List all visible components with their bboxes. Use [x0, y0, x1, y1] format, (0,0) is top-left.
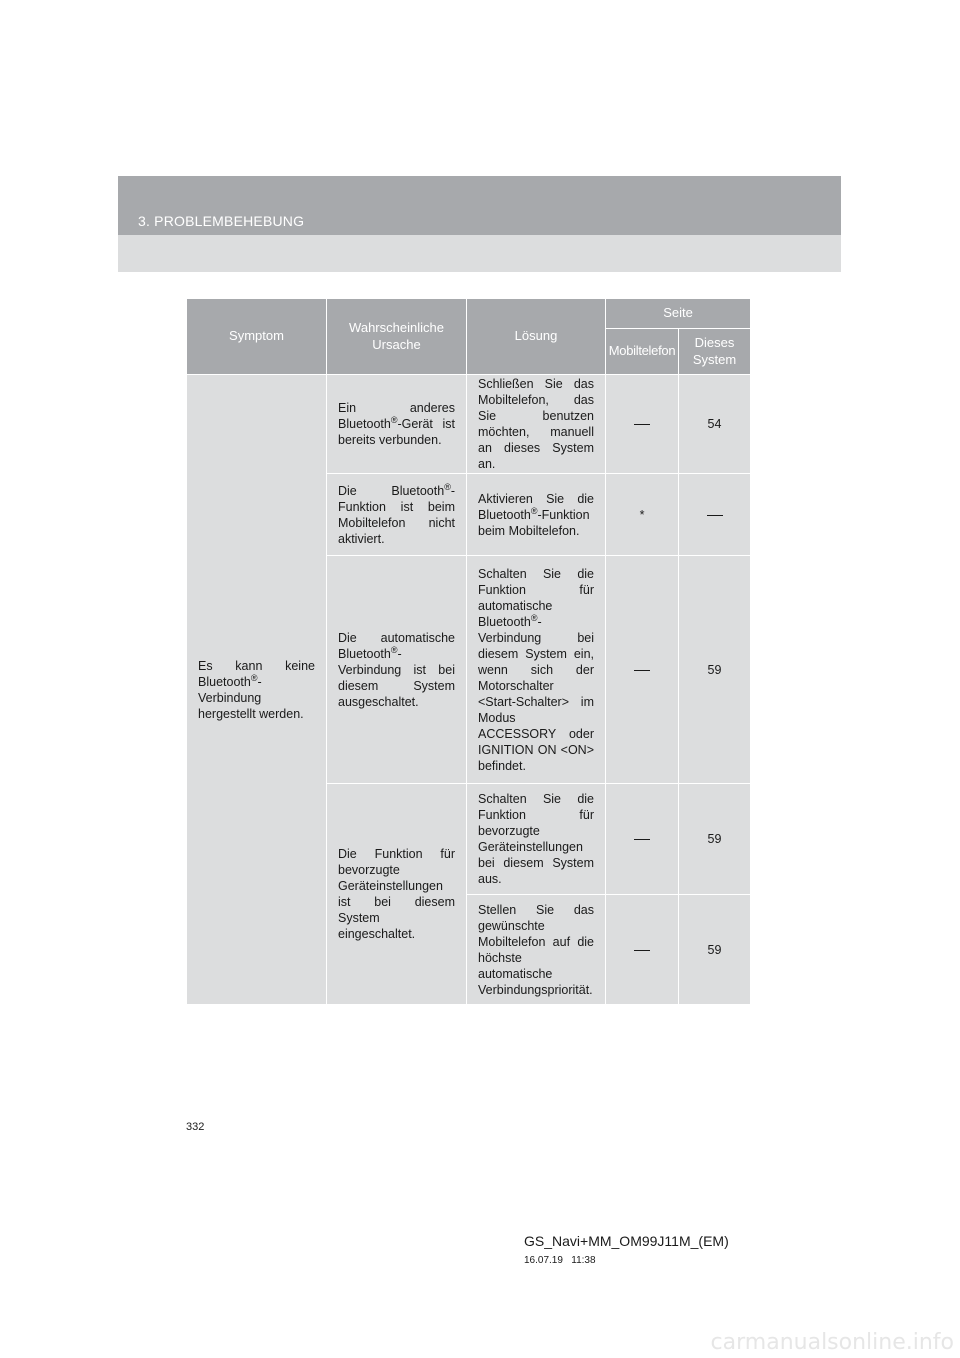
solution-text-a: Schalten Sie die Funktion für automatische Bluetooth	[478, 566, 594, 629]
phone-page-cell: *	[606, 474, 679, 556]
cause-cell	[327, 784, 467, 1005]
cause-text-b: -Gerät ist bereits verbunden.	[338, 417, 455, 447]
symptom-cell	[187, 375, 327, 1005]
section-subheader-band	[118, 235, 841, 272]
symptom-text-a: Es kann keine Bluetooth	[198, 658, 315, 689]
cause-text-a: Die Bluetooth	[338, 483, 445, 498]
system-page-cell: 59	[679, 784, 751, 895]
system-page-cell: 59	[679, 556, 751, 784]
symptom-text	[188, 658, 325, 722]
dash-mark	[634, 950, 650, 951]
registered-mark: ®	[530, 505, 538, 516]
cause-text-a: Die automatische Bluetooth	[338, 630, 455, 661]
solution-text	[468, 491, 604, 539]
header-phone: Mobiltelefon	[606, 329, 679, 375]
header-system-label: Dieses System	[692, 335, 737, 367]
registered-mark: ®	[444, 481, 451, 492]
troubleshooting-table	[186, 298, 751, 1005]
dash-mark	[634, 670, 650, 671]
cause-cell	[327, 556, 467, 784]
solution-text-b: -Funktion beim Mobiltelefon.	[478, 507, 590, 538]
registered-mark: ®	[390, 414, 398, 425]
watermark-text: carmanualsonline.info	[710, 1330, 954, 1355]
cause-text-b: -Funktion ist beim Mobiltelefon nicht aktiviert.	[338, 483, 455, 546]
cause-cell	[327, 474, 467, 556]
solution-text: Stellen Sie das gewünschte Mobiltelefon auf die höchste automatische Verbindungspriorität.	[478, 902, 594, 997]
cause-text	[328, 483, 465, 547]
header-page: Seite	[606, 299, 751, 329]
system-page-cell: 54	[679, 375, 751, 474]
registered-mark: ®	[250, 672, 258, 683]
header-cause	[327, 299, 467, 375]
dash-mark	[634, 424, 650, 425]
system-page-cell	[679, 474, 751, 556]
page-number: 332	[186, 1121, 205, 1133]
solution-cell	[467, 474, 606, 556]
phone-page-cell	[606, 895, 679, 1005]
header-solution: Lösung	[467, 299, 606, 375]
solution-cell	[467, 784, 606, 895]
dash-mark	[634, 839, 650, 840]
solution-text-a: Aktivieren Sie die Bluetooth	[478, 491, 594, 522]
section-title: 3. PROBLEMBEHEBUNG	[138, 213, 305, 229]
cause-text-b: -Verbindung ist bei diesem System ausgeschaltet.	[338, 646, 455, 709]
phone-page-cell	[606, 556, 679, 784]
solution-text: Schließen Sie das Mobiltelefon, das Sie benutzen möchten, manuell an dieses System an.	[478, 377, 594, 471]
symptom-text-b: -Verbindung hergestellt werden.	[198, 674, 304, 721]
solution-cell	[467, 375, 606, 474]
cause-text	[328, 400, 465, 448]
document-code: GS_Navi+MM_OM99J11M_(EM)	[524, 1233, 729, 1249]
cause-text: Die Funktion für bevorzugte Geräteinstellungen ist bei diesem System eingeschaltet.	[338, 847, 455, 941]
phone-page-cell	[606, 784, 679, 895]
system-page-cell: 59	[679, 895, 751, 1005]
table-row	[187, 375, 751, 474]
header-system	[679, 329, 751, 375]
solution-cell	[467, 895, 606, 1005]
cause-text-a: Ein anderes Bluetooth	[338, 401, 455, 431]
dash-mark	[707, 515, 723, 516]
solution-text: Schalten Sie die Funktion für bevorzugte Geräteinstellungen bei diesem System aus.	[478, 792, 594, 886]
registered-mark: ®	[390, 644, 398, 655]
phone-page-cell	[606, 375, 679, 474]
solution-text	[468, 566, 604, 774]
registered-mark: ®	[530, 612, 538, 623]
cause-text	[328, 630, 465, 710]
cause-cell	[327, 375, 467, 474]
solution-text-b: -Verbindung bei diesem System ein, wenn sich der Motorschalter <Start-Schalter> im Modus ACCESSORY oder IGNITION ON <ON> befindet.	[478, 614, 594, 773]
header-cause-label: Wahrscheinliche Ursache	[349, 320, 444, 352]
header-symptom: Symptom	[187, 299, 327, 375]
print-timestamp: 16.07.19 11:38	[524, 1255, 596, 1266]
solution-cell	[467, 556, 606, 784]
